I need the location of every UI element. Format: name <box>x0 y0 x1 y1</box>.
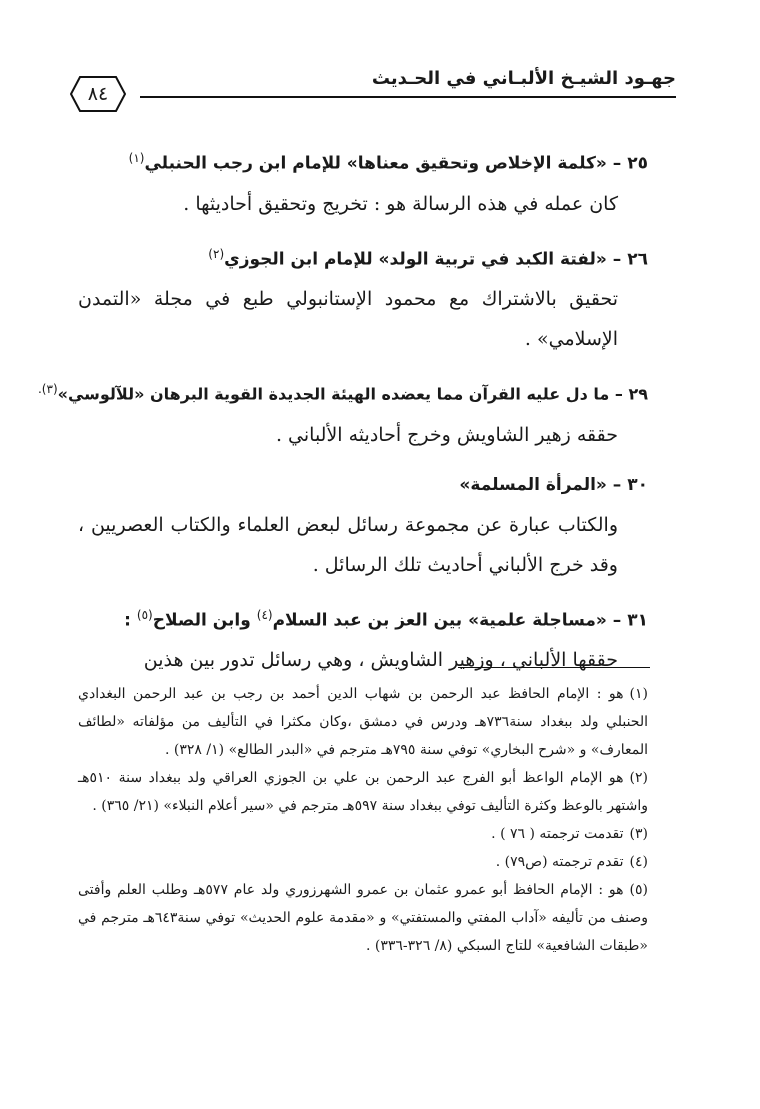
footnote-separator <box>458 667 650 668</box>
footnote-ref: (٤) <box>256 607 273 622</box>
page-number-badge <box>70 76 126 112</box>
footnote: (٢)هو الإمام الواعظ أبو الفرج عبد الرحمن بن علي بن الجوزي العراقي ولد ببغداد سنة ٥١٠هـ واشتهر بالوعظ وكثرة التأليف توفي ببغداد سنة ٥٩٧هـ مترجم في «سير أعلام النبلاء» (٢١/ ٣٦٥) . <box>78 770 648 814</box>
entry-description: والكتاب عبارة عن مجموعة رسائل لبعض العلماء والكتاب العصريين ، وقد خرج الألباني أحاديث تلك الرسائل . <box>78 513 618 576</box>
footnote-ref: (٣). <box>37 382 58 397</box>
footnote-ref: (٢) <box>208 246 225 261</box>
page-number: ٨٤ <box>87 83 109 105</box>
entry-title: ٢٥ – «كلمة الإخلاص وتحقيق معناها» للإمام ابن رجب الحنبلي$^{(١)}$ <box>128 151 648 174</box>
entry-title: ٣٠ – «المرأة المسلمة» <box>459 474 648 495</box>
entry-title: ٣١ – «مساجلة علمية» بين العز بن عبد السلام$^{(٤)}$ وابن الصلاح$^{(٥)}$ : <box>124 607 648 631</box>
entry-title: ٢٩ – ما دل عليه القرآن مما يعضده الهيئة الجديدة القوية البرهان «للآلوسي»$^{(٣).}$ <box>37 382 648 404</box>
header-rule <box>140 96 676 98</box>
entry-30 <box>78 465 648 585</box>
footnotes <box>78 680 648 960</box>
entry-description: كان عمله في هذه الرسالة هو : تخريج وتحقيق أحاديثها . <box>183 192 618 215</box>
entry-description: حققه زهير الشاويش وخرج أحاديثه الألباني . <box>275 423 618 446</box>
entry-description: حققها الألباني ، وزهير الشاويش ، وهي رسائل تدور بين هذين <box>143 649 618 672</box>
main-body <box>37 138 648 690</box>
footnote: (٥)هو : الإمام الحافظ أبو عمرو عثمان بن عمرو الشهرزوري ولد عام ٥٧٧هـ وطلب العلم وأفتى وصنف من تأليفه «آداب المفتي والمستفتي» و «مقدمة علوم الحديث» توفي سنة٦٤٣هـ مترجم في «طبقات الشافعية» للتاج السبكي (٨/ ٣٢٦-٣٣٦) . <box>78 882 649 954</box>
footnote: (١)هو : الإمام الحافظ عبد الرحمن بن شهاب الدين أحمد بن رجب بن عبد الرحمن البغدادي الحنبلي ولد ببغداد سنة٧٣٦هـ ودرس في دمشق ،وكان مكثرا في التأليف من مؤلفاته «لطائف المعارف» و «شرح البخاري» توفي سنة ٧٩٥هـ مترجم في «البدر الطالع» (١/ ٣٢٨) . <box>78 686 648 758</box>
entry-25 <box>78 138 648 224</box>
entry-26 <box>78 234 648 360</box>
footnote: (٤)تقدم ترجمته (ص٧٩) . <box>495 854 648 870</box>
footnote-ref: (١) <box>128 151 145 165</box>
running-title: جهـود الشيـخ الألبـاني في الحـديث <box>371 68 676 89</box>
entry-29 <box>37 369 648 454</box>
entry-description: تحقيق بالاشتراك مع محمود الإستانبولي طبع في مجلة «التمدن الإسلامي» . <box>78 288 618 351</box>
footnote-ref: (٥) <box>136 607 153 622</box>
entry-title: ٢٦ – «لفتة الكبد في تربية الولد» للإمام ابن الجوزي$^{(٢)}$ <box>208 246 648 270</box>
footnote: (٣)تقدمت ترجمته ( ٧٦ ) . <box>491 826 648 842</box>
running-header <box>70 66 676 116</box>
